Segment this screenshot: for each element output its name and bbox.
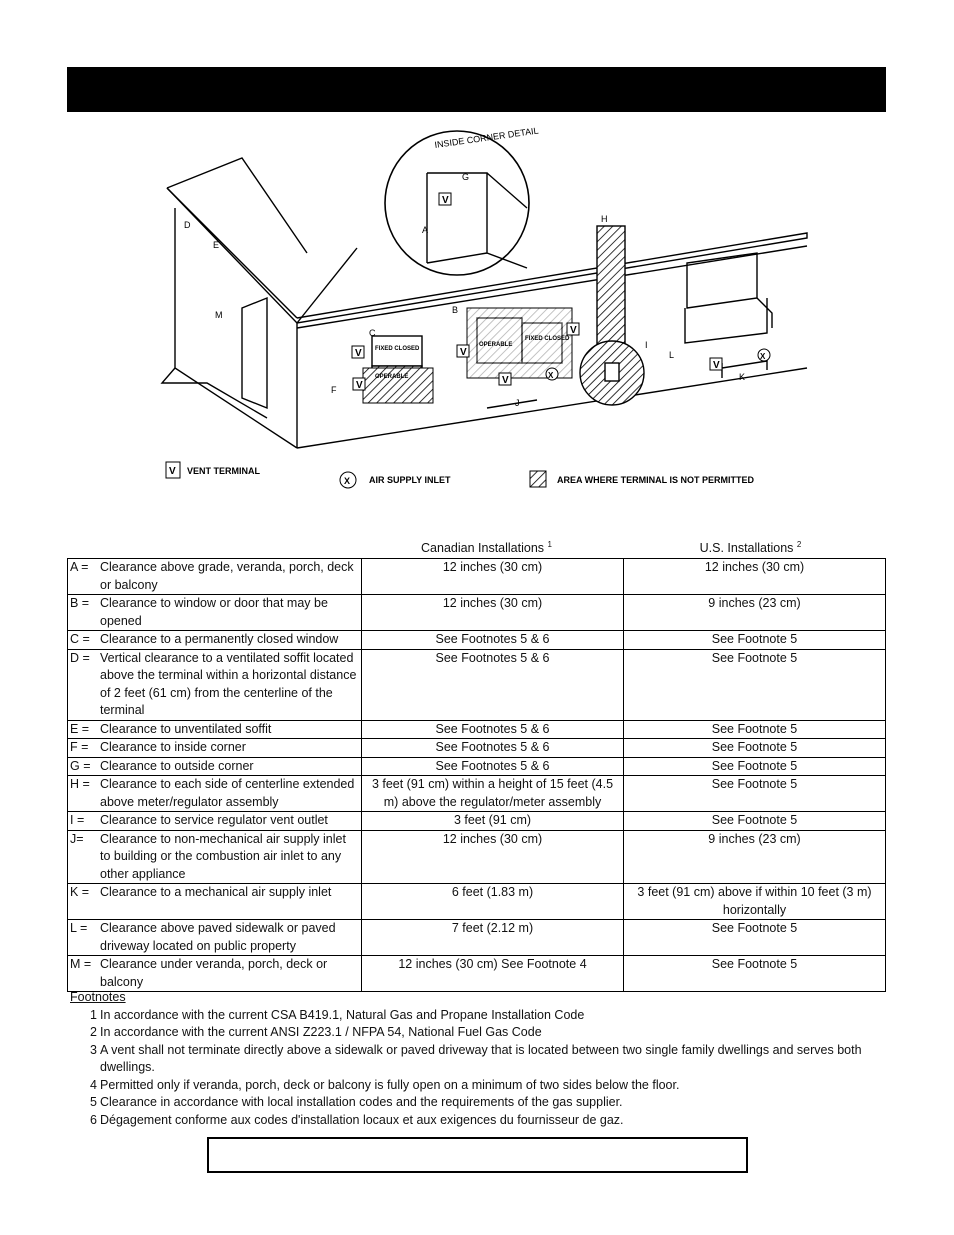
row-canadian: 3 feet (91 cm) within a height of 15 feet (4.5 m) above the regulator/meter assembly bbox=[362, 776, 624, 812]
row-description: Clearance to inside corner bbox=[100, 740, 246, 754]
diagram-letter: I bbox=[645, 340, 648, 350]
row-letter: I = bbox=[70, 813, 85, 827]
row-description: Clearance to a permanently closed window bbox=[100, 632, 339, 646]
footnote-number: 6 bbox=[90, 1112, 97, 1127]
table-row bbox=[68, 720, 886, 739]
footnote-item bbox=[70, 1094, 870, 1112]
row-letter: C = bbox=[70, 632, 90, 646]
table-row bbox=[68, 776, 886, 812]
table-row bbox=[68, 595, 886, 631]
row-letter: G = bbox=[70, 758, 91, 773]
vent-symbol: V bbox=[460, 347, 467, 358]
footnote-item bbox=[70, 1024, 870, 1042]
row-us: 12 inches (30 cm) bbox=[624, 559, 886, 595]
vent-clearance-diagram bbox=[67, 118, 886, 500]
row-us: See Footnote 5 bbox=[624, 649, 886, 720]
header-canadian: Canadian Installations $^1$ bbox=[421, 540, 552, 556]
row-letter: K = bbox=[70, 885, 90, 899]
table-row bbox=[68, 739, 886, 758]
row-canadian: See Footnotes 5 & 6 bbox=[362, 631, 624, 650]
row-description: Clearance above grade, veranda, porch, deck or balcony bbox=[100, 560, 354, 592]
footnote-number: 2 bbox=[90, 1025, 97, 1039]
row-us: See Footnote 5 bbox=[624, 739, 886, 758]
footnote-item bbox=[70, 1112, 870, 1130]
row-description: Clearance to window or door that may be opened bbox=[100, 596, 328, 628]
diagram-letter: D bbox=[184, 220, 191, 230]
row-canadian: 12 inches (30 cm) bbox=[362, 595, 624, 631]
row-canadian: See Footnotes 5 & 6 bbox=[362, 757, 624, 776]
table-row bbox=[68, 812, 886, 831]
diagram-letter: G bbox=[462, 172, 470, 182]
row-canadian: See Footnotes 5 & 6 bbox=[362, 649, 624, 720]
row-description: Clearance to each side of centerline extended above meter/regulator assembly bbox=[100, 777, 355, 809]
row-description-cell bbox=[68, 776, 362, 812]
row-description-cell bbox=[68, 812, 362, 831]
diagram-legend bbox=[166, 462, 755, 488]
row-canadian: 12 inches (30 cm) bbox=[362, 830, 624, 884]
window-label-operable: OPERABLE bbox=[479, 342, 513, 348]
vent-symbol: V bbox=[502, 375, 509, 386]
row-us: 9 inches (23 cm) bbox=[624, 830, 886, 884]
header-us: U.S. Installations $^2$ bbox=[699, 540, 802, 556]
footnote-number: 4 bbox=[90, 1077, 97, 1092]
table-row bbox=[68, 956, 886, 992]
row-description-cell bbox=[68, 920, 362, 956]
row-canadian: See Footnotes 5 & 6 bbox=[362, 720, 624, 739]
row-us: See Footnote 5 bbox=[624, 956, 886, 992]
window-label-fixed: FIXED CLOSED bbox=[525, 336, 570, 342]
table-row bbox=[68, 649, 886, 720]
row-letter: B = bbox=[70, 596, 90, 610]
row-us: See Footnote 5 bbox=[624, 720, 886, 739]
window-label-fixed: FIXED CLOSED bbox=[375, 346, 420, 352]
row-description: Clearance to service regulator vent outlet bbox=[100, 813, 328, 827]
row-canadian: 12 inches (30 cm) See Footnote 4 bbox=[362, 956, 624, 992]
table-row bbox=[68, 631, 886, 650]
row-description-cell bbox=[68, 595, 362, 631]
table-row bbox=[68, 920, 886, 956]
row-description-cell bbox=[68, 720, 362, 739]
diagram-letter: B bbox=[452, 305, 459, 315]
bottom-box bbox=[207, 1137, 748, 1173]
table-row bbox=[68, 559, 886, 595]
row-letter: D = bbox=[70, 650, 90, 665]
vent-symbol: V bbox=[169, 466, 176, 477]
row-canadian: 3 feet (91 cm) bbox=[362, 812, 624, 831]
vent-symbol: V bbox=[442, 195, 449, 206]
diagram-letter: E bbox=[213, 240, 220, 250]
air-symbol: X bbox=[344, 476, 351, 486]
row-description-cell bbox=[68, 830, 362, 884]
footnote-text: A vent shall not terminate directly above a sidewalk or paved driveway that is located between two single family dwellings and serves both dwellings. bbox=[100, 1042, 862, 1074]
row-canadian: 6 feet (1.83 m) bbox=[362, 884, 624, 920]
footnotes-heading: Footnotes bbox=[70, 990, 126, 1004]
table-column-headers bbox=[67, 538, 886, 558]
row-description-cell bbox=[68, 649, 362, 720]
row-description: Clearance to non-mechanical air supply inlet to building or the combustion air inlet to any other appliance bbox=[100, 831, 346, 881]
row-us: See Footnote 5 bbox=[624, 757, 886, 776]
row-letter: E = bbox=[70, 721, 90, 736]
row-description-cell bbox=[68, 559, 362, 595]
footnote-number: 5 bbox=[90, 1095, 97, 1109]
diagram-letter: F bbox=[331, 385, 337, 395]
row-canadian: 12 inches (30 cm) bbox=[362, 559, 624, 595]
row-us: See Footnote 5 bbox=[624, 631, 886, 650]
diagram-letter: C bbox=[369, 328, 376, 338]
row-us: 3 feet (91 cm) above if within 10 feet (3 m) horizontally bbox=[624, 884, 886, 920]
footnote-text: In accordance with the current CSA B419.1, Natural Gas and Propane Installation Code bbox=[100, 1007, 585, 1022]
window-label-operable: OPERABLE bbox=[375, 374, 409, 380]
diagram-letter: H bbox=[601, 214, 608, 224]
row-letter: L = bbox=[70, 921, 88, 935]
footnote-item bbox=[70, 1077, 870, 1095]
row-description: Vertical clearance to a ventilated soffit located above the terminal within a horizontal distance of 2 feet (61 cm) from the centerline of the terminal bbox=[100, 650, 357, 717]
row-description-cell bbox=[68, 631, 362, 650]
table-row bbox=[68, 830, 886, 884]
legend-not-permitted: AREA WHERE TERMINAL IS NOT PERMITTED bbox=[557, 475, 755, 485]
row-description-cell bbox=[68, 739, 362, 758]
inset-title: INSIDE CORNER DETAIL bbox=[433, 125, 540, 150]
clearance-table bbox=[67, 558, 886, 992]
table-row bbox=[68, 757, 886, 776]
footnote-item bbox=[70, 1042, 870, 1077]
air-symbol: X bbox=[548, 371, 554, 380]
diagram-letter: M bbox=[215, 310, 223, 320]
legend-air-supply-inlet: AIR SUPPLY INLET bbox=[369, 475, 451, 485]
row-letter: M = bbox=[70, 957, 92, 971]
row-us: See Footnote 5 bbox=[624, 776, 886, 812]
row-canadian: 7 feet (2.12 m) bbox=[362, 920, 624, 956]
row-description-cell bbox=[68, 884, 362, 920]
row-description-cell bbox=[68, 956, 362, 992]
title-bar bbox=[67, 67, 886, 112]
footnotes bbox=[70, 989, 870, 1129]
row-letter: J= bbox=[70, 831, 84, 846]
footnote-text: Dégagement conforme aux codes d'installation locaux et aux exigences du fournisseur de gaz. bbox=[100, 1112, 624, 1127]
table-row bbox=[68, 884, 886, 920]
diagram-letter: L bbox=[669, 350, 675, 360]
legend-vent-terminal: VENT TERMINAL bbox=[187, 466, 260, 476]
diagram-letter: J bbox=[515, 398, 520, 408]
diagram-letter: A bbox=[422, 225, 429, 235]
row-description-cell bbox=[68, 757, 362, 776]
row-us: 9 inches (23 cm) bbox=[624, 595, 886, 631]
row-description: Clearance to a mechanical air supply inlet bbox=[100, 885, 332, 899]
vent-symbol: V bbox=[356, 380, 363, 391]
vent-symbol: V bbox=[355, 348, 362, 359]
row-description: Clearance above paved sidewalk or paved driveway located on public property bbox=[100, 921, 336, 953]
footnote-text: Permitted only if veranda, porch, deck or balcony is fully open on a minimum of two sides below the floor. bbox=[100, 1077, 680, 1092]
footnote-item bbox=[70, 1007, 870, 1025]
row-canadian: See Footnotes 5 & 6 bbox=[362, 739, 624, 758]
vent-symbol: V bbox=[713, 360, 720, 371]
row-us: See Footnote 5 bbox=[624, 812, 886, 831]
diagram-letter: K bbox=[739, 372, 746, 382]
row-us: See Footnote 5 bbox=[624, 920, 886, 956]
row-letter: H = bbox=[70, 777, 90, 791]
footnote-text: In accordance with the current ANSI Z223.1 / NFPA 54, National Fuel Gas Code bbox=[100, 1025, 542, 1039]
row-letter: A = bbox=[70, 560, 89, 574]
row-description: Clearance to outside corner bbox=[100, 758, 254, 773]
vent-symbol: V bbox=[570, 325, 577, 336]
row-letter: F = bbox=[70, 740, 89, 754]
row-description: Clearance under veranda, porch, deck or balcony bbox=[100, 957, 328, 989]
row-description: Clearance to unventilated soffit bbox=[100, 721, 272, 736]
air-symbol: X bbox=[760, 352, 766, 361]
footnote-text: Clearance in accordance with local installation codes and the requirements of the gas supplier. bbox=[100, 1095, 623, 1109]
footnote-number: 1 bbox=[90, 1007, 97, 1022]
footnote-number: 3 bbox=[90, 1042, 97, 1057]
